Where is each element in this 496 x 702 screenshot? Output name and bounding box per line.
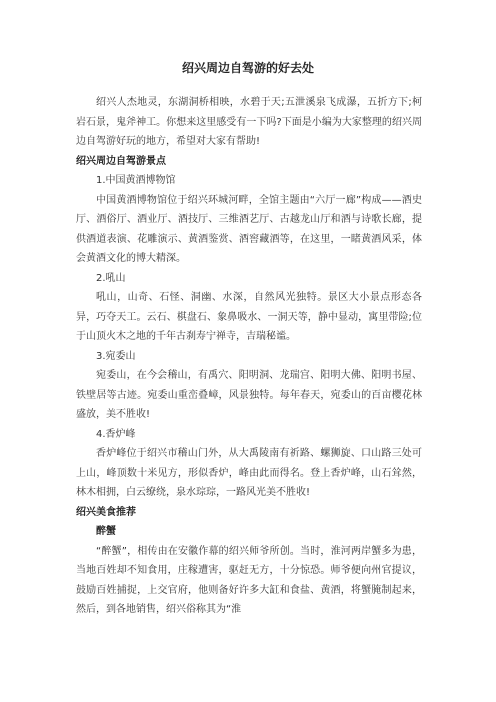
- spot-title: 1.中国黄酒博物馆: [96, 175, 176, 186]
- intro-paragraph: 绍兴人杰地灵，东湖洞桥相映，水碧于天;五泄溪泉飞成瀑，五折方下;柯岩石景，鬼斧神工。你想来这里感受有一下吗?下面是小编为大家整理的绍兴周边自驾游好玩的地方，希望对大家有帮助!: [76, 97, 422, 147]
- spot-description: 中国黄酒博物馆位于绍兴环城河畔，全馆主题由“六厅一廊”构成——酒史厅、酒俗厅、酒业厅、酒技厅、三维酒艺厅、古越龙山厅和酒与诗歌长廊，提供酒道表演、花雕演示、黄酒鉴赏、酒窖藏酒等，在这里，一睹黄酒风采，体会黄酒文化的博大精深。: [76, 194, 422, 264]
- document-body: [76, 93, 422, 620]
- spot-title: 2.吼山: [96, 272, 126, 284]
- food-description: “醉蟹”，相传由在安徽作幕的绍兴师爷所创。当时，淮河两岸蟹多为患，当地百姓却不知食用，庄稼遭害，驱赶无方，十分惊恐。师爷便向州官提议，鼓励百姓捕捉，上交官府，他则备好许多大缸和食盐、黄酒，将蟹腌制起来，然后，到各地销售，绍兴俗称其为“淮: [76, 545, 422, 615]
- spot-description: 香炉峰位于绍兴市稽山门外，从大禹陵南有祈路、螺狮旋、口山路三处可上山，峰顶数十米见方，形似香炉，峰由此而得名。登上香炉峰，山石耸然，林木相拥，白云缭绕，泉水琮琮，一路风光美不胜收!: [76, 448, 422, 498]
- section-heading-spots: 绍兴周边自驾游景点: [76, 155, 166, 167]
- spot-title: 3.宛委山: [96, 350, 136, 362]
- spot-description: 吼山，山奇、石怪、洞幽、水深，自然风光独特。景区大小景点形态各异，巧夺天工。云石、棋盘石、象鼻吸水、一洞天等，静中显动，寓里带险;位于山顶火木之地的千年古刹寿宁禅寺，吉瑞秘谧。: [76, 292, 422, 342]
- food-title: 醉蟹: [96, 526, 116, 537]
- spot-description: 宛委山，在今会稽山，有禹穴、阳明洞、龙瑞宫、阳明大佛、阳明书屋、铁壁居等古迹。宛委山重峦叠嶂，风景独特。每年春天，宛委山的百亩樱花林盛放，美不胜收!: [76, 370, 422, 420]
- spot-title: 4.香炉峰: [96, 428, 136, 440]
- page-title: 绍兴周边自驾游的好去处: [181, 61, 314, 75]
- section-heading-food: 绍兴美食推荐: [76, 506, 136, 518]
